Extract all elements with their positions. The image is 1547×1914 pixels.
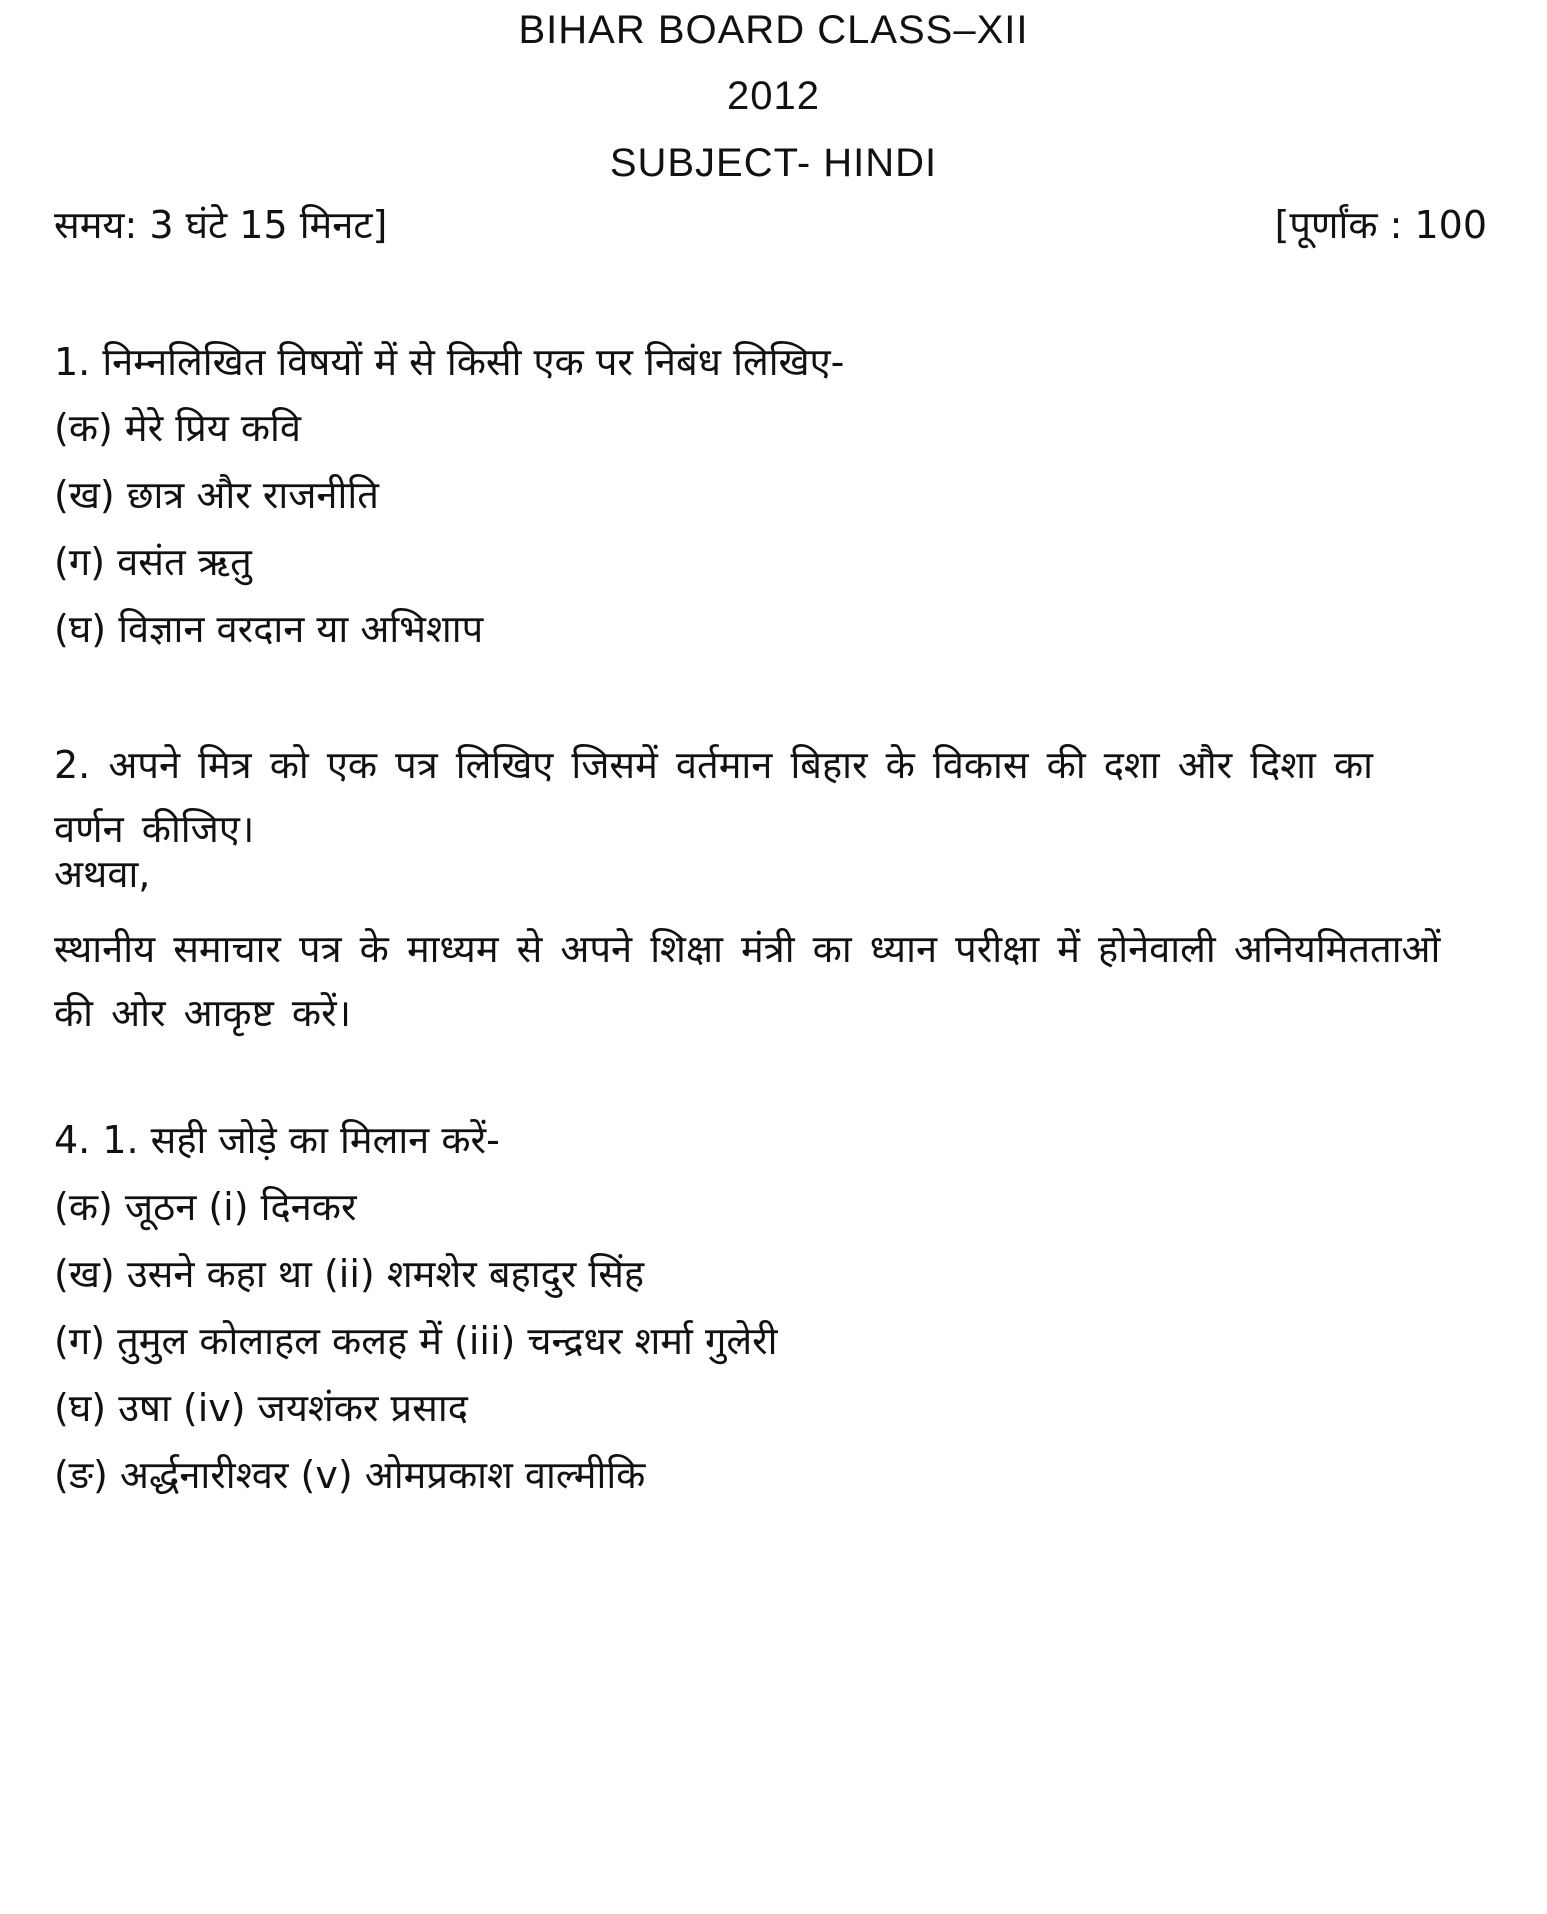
q1-option-kha: (ख) छात्र और राजनीति	[54, 473, 379, 517]
q1-option-gha: (घ) विज्ञान वरदान या अभिशाप	[54, 607, 484, 651]
q4-pair-kha: (ख) उसने कहा था (ii) शमशेर बहादुर सिंह	[54, 1252, 645, 1296]
full-marks: [पूर्णांक : 100	[1274, 203, 1487, 247]
q4-pair-ka: (क) जूठन (i) दिनकर	[54, 1185, 357, 1229]
q4-pair-ga: (ग) तुमुल कोलाहल कलह में (iii) चन्द्रधर शर्मा गुलेरी	[54, 1319, 778, 1363]
time-allowed: समय: 3 घंटे 15 मिनट]	[54, 203, 388, 247]
question-2: 2. अपने मित्र को एक पत्र लिखिए जिसमें वर्तमान बिहार के विकास की दशा और दिशा का वर्णन कीजिए।	[54, 743, 1373, 851]
question-1: 1. निम्नलिखित विषयों में से किसी एक पर निबंध लिखिए-	[54, 340, 845, 384]
q2-or: अथवा,	[54, 852, 151, 896]
q4-pair-nga: (ङ) अर्द्धनारीश्वर (v) ओमप्रकाश वाल्मीकि	[54, 1453, 646, 1497]
q1-option-ga: (ग) वसंत ऋतु	[54, 540, 252, 584]
subject-title: SUBJECT- HINDI	[609, 141, 938, 185]
q2-alternative: स्थानीय समाचार पत्र के माध्यम से अपने शिक्षा मंत्री का ध्यान परीक्षा में होनेवाली अनियमितताओं की ओर आकृष्ट करें।	[54, 927, 1441, 1035]
exam-year: 2012	[727, 74, 820, 118]
q1-option-ka: (क) मेरे प्रिय कवि	[54, 406, 301, 450]
q4-pair-gha: (घ) उषा (iv) जयशंकर प्रसाद	[54, 1386, 468, 1430]
board-title: BIHAR BOARD CLASS–XII	[518, 8, 1029, 52]
question-4: 4. 1. सही जोड़े का मिलान करें-	[54, 1118, 500, 1162]
